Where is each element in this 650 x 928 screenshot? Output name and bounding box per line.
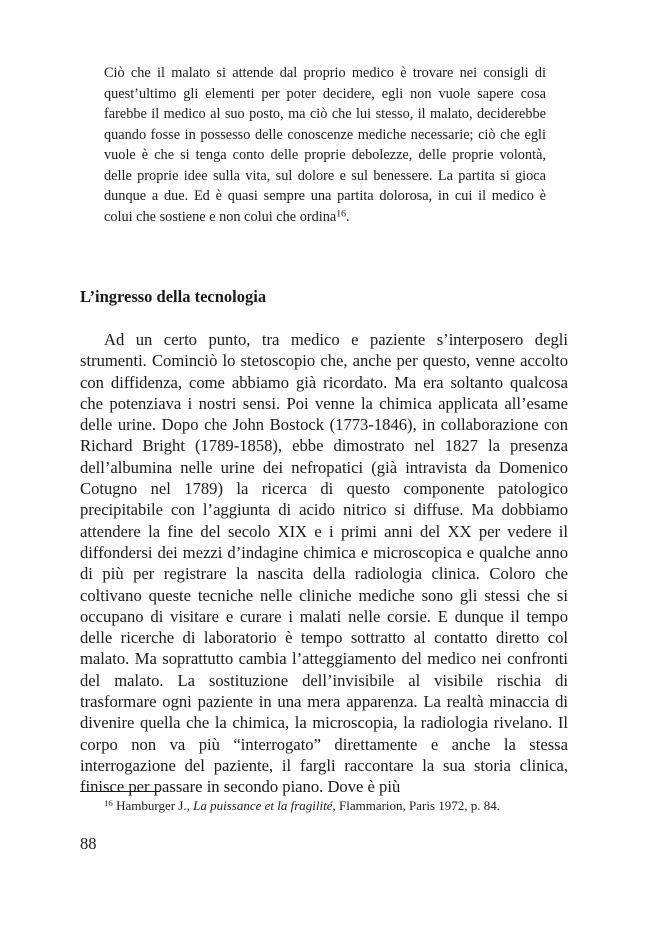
footnote-separator bbox=[80, 791, 160, 792]
footnote-number: 16 bbox=[104, 798, 113, 809]
section-heading: L’ingresso della tecnologia bbox=[80, 287, 267, 306]
block-quote: Ciò che il malato si attende dal proprio medico è trovare nei consigli di quest’ultimo gli elementi per poter decidere, egli non vuole sapere cosa farebbe il medico al suo posto, ma ciò che lui stesso, il malato, deciderebbe quando fosse in possesso delle conoscenze mediche necessarie; ciò che egli vuole è che si tenga conto delle proprie debolezze, delle proprie volontà, delle proprie idee sulla vita, sul dolore e sul benessere. La partita si gioca dunque a due. Ed è quasi sempre una partita dolorosa, in cui il medico è colui che sostiene e non colui che ordina$^{16}$. bbox=[104, 65, 546, 225]
footnote-author: Hamburger J., bbox=[116, 798, 194, 813]
footnote-reference[interactable]: 16 bbox=[336, 208, 346, 220]
footnote bbox=[80, 797, 580, 814]
quote-text: Ciò che il malato si attende dal proprio medico è trovare nei consigli di quest’ultimo gli elementi per poter decidere, egli non vuole sapere cosa farebbe il medico al suo posto, ma ciò che lui stesso, il malato, deciderebbe quando fosse in possesso delle conoscenze mediche necessarie; ciò che egli vuole è che si tenga conto delle proprie debolezze, delle proprie volontà, delle proprie idee sulla vita, sul dolore e sul benessere. La partita si gioca dunque a due. Ed è quasi sempre una partita dolorosa, in cui il medico è colui che sostiene e non colui che ordina bbox=[104, 65, 546, 225]
footnote-title: La puissance et la fragilité bbox=[193, 798, 333, 813]
footnote-publication: , Flammarion, Paris 1972, p. 84. bbox=[332, 798, 501, 813]
body-paragraph: Ad un certo punto, tra medico e paziente s’interposero degli strumenti. Cominciò lo stetoscopio che, anche per questo, venne accolto con diffidenza, come abbiamo già ricordato. Ma era soltanto qualcosa che potenziava i nostri sensi. Poi venne la chimica applicata all’esame delle urine. Dopo che John Bostock (1773-1846), in collaborazione con Richard Bright (1789-1858), ebbe dimostrato nel 1827 la presenza dell’albumina nelle urine dei nefropatici (già intravista da Domenico Cotugno nel 1789) la ricerca di questo componente patologico precipitabile con l’aggiunta di acido nitrico si diffuse. Ma dobbiamo attendere la fine del secolo XIX e i primi anni del XX per vedere il diffondersi dei mezzi d’indagine chimica e microscopica e qualche anno di più per registrare la nascita della radiologia clinica. Coloro che coltivano queste tecniche nelle cliniche mediche sono gli stessi che si occupano di visitare e curare i malati nelle corsie. E dunque il tempo delle ricerche di laboratorio è tempo sottratto al contatto diretto col malato. Ma soprattutto cambia l’atteggiamento del medico nei confronti del malato. La sostituzione dell’invisibile al visibile rischia di trasformare ogni paziente in una mera apparenza. La realtà minaccia di divenire quella che la chimica, la microscopia, la radiologia rivelano. Il corpo non va più “interrogato” direttamente e anche la stessa interrogazione del paziente, il fargli raccontare la sua storia clinica, finisce per passare in secondo piano. Dove è più bbox=[80, 330, 568, 797]
page-number: 88 bbox=[80, 834, 97, 853]
